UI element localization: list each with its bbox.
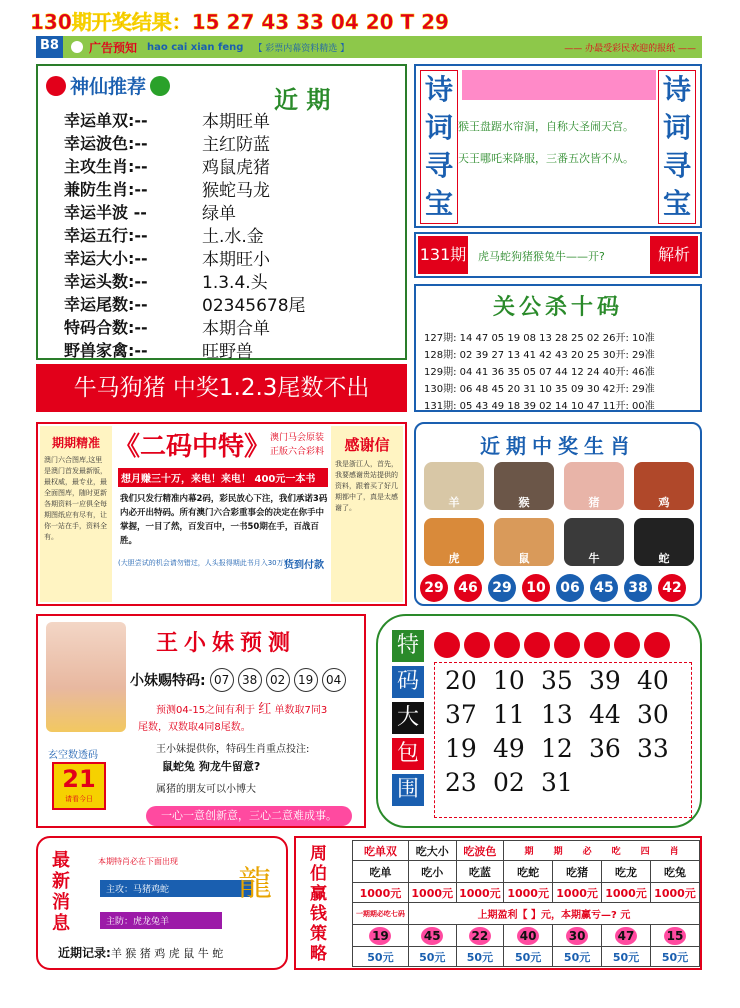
zhoubo-title xyxy=(310,844,327,964)
tema-chars xyxy=(392,630,424,810)
zodiac-ball: 45 xyxy=(590,574,618,602)
zb-head-word: 期 xyxy=(524,847,534,857)
shenxian-key: 幸运单双:-- xyxy=(64,111,148,130)
guangong-title: 关公杀十码 xyxy=(492,295,623,320)
issue-number: 131期 xyxy=(418,236,468,274)
shenxian-value: 本期旺小 xyxy=(202,250,270,270)
shenxian-value: 02345678尾 xyxy=(202,296,306,316)
shenxian-panel xyxy=(36,64,407,360)
shenxian-value: 本期合单 xyxy=(202,319,270,339)
tema-number: 33 xyxy=(637,733,669,763)
red-dot-icon xyxy=(434,632,460,658)
xuankong-number: 21 xyxy=(62,765,96,793)
zodiac-ball: 29 xyxy=(488,574,516,602)
shenxian-row xyxy=(64,108,306,131)
zb-pick: 吃蛇 xyxy=(504,861,553,883)
tema-grid xyxy=(434,662,692,818)
zb-num: 45 xyxy=(421,927,443,945)
red-dot-icon xyxy=(464,632,490,658)
poem-line-1: 猴王盘踞水帘洞，自称大圣闹天宫。 xyxy=(458,120,634,133)
poem-char: 词 xyxy=(662,111,691,144)
tema-number: 30 xyxy=(637,699,669,729)
tema-number: 13 xyxy=(541,699,573,729)
red-dot-icon xyxy=(554,632,580,658)
ad-right xyxy=(331,426,403,602)
zb-pick: 吃单 xyxy=(353,861,409,883)
shenxian-row xyxy=(64,246,306,269)
wang-line4: 鼠蛇兔 狗龙牛留意? xyxy=(162,760,261,773)
animal-2-image: 猴 xyxy=(494,462,554,510)
zb-amount: 1000元 xyxy=(408,883,456,903)
zodiac-ball: 29 xyxy=(420,574,448,602)
zb-num: 47 xyxy=(615,927,637,945)
zhoubo-title-char: 伯 xyxy=(310,864,327,884)
ad-foot: (大胆尝试的机会请勿错过，人头报得期此书月入30万) xyxy=(118,559,287,567)
shenxian-row xyxy=(64,269,306,292)
red-dot-icon xyxy=(46,76,66,96)
zhoubo-title-char: 策 xyxy=(310,924,327,944)
shenxian-row xyxy=(64,131,306,154)
shenxian-subtitle: 近 期 xyxy=(274,86,331,114)
zodiac-panel xyxy=(414,422,702,606)
zb-amount: 1000元 xyxy=(353,883,409,903)
tema-char: 包 xyxy=(392,738,424,770)
shenxian-title: 神仙推荐 xyxy=(70,76,147,98)
zb-num-cell xyxy=(353,925,409,947)
zb-small: 50元 xyxy=(602,947,651,967)
ad-body: 我们只发行精准内幕2码，彩民放心下注，我们承诺3码内必开出特码。所有澳门六合彩重事会的决定在你手中掌握，一目了然，百发百中，一书50期在手，百战百胜。 xyxy=(120,494,328,546)
zb-small: 50元 xyxy=(456,947,504,967)
red-dot-icon xyxy=(524,632,550,658)
shenxian-value: 1.3.4.头 xyxy=(202,273,268,293)
zb-amount: 1000元 xyxy=(553,883,602,903)
tema-panel xyxy=(376,614,702,828)
shenxian-value: 绿单 xyxy=(202,204,236,224)
tema-number: 31 xyxy=(541,767,573,797)
poem-char: 宝 xyxy=(662,187,691,220)
tema-char: 码 xyxy=(392,666,424,698)
tema-row xyxy=(445,765,691,799)
zb-head-word: 吃 xyxy=(611,847,621,857)
dot-icon xyxy=(71,41,83,53)
ad-foot2: 货到付款 xyxy=(284,560,324,571)
shenxian-row xyxy=(64,338,306,361)
shenxian-row xyxy=(64,223,306,246)
xuankong-label: 玄空数透码 xyxy=(48,750,98,761)
shenxian-key: 幸运半波 -- xyxy=(64,203,147,222)
shenxian-key: 幸运波色:-- xyxy=(64,134,148,153)
zb-num: 15 xyxy=(664,927,686,945)
zodiac-title: 近期中奖生肖 xyxy=(480,434,636,458)
ad-promo: 想月赚三十万，来电！来电！ 400元一本书 xyxy=(118,468,328,487)
zb-pick: 吃猪 xyxy=(553,861,602,883)
zb-note: 上期盈利【 】元，本期赢亏—? 元 xyxy=(408,903,699,925)
shenxian-key: 特码合数:-- xyxy=(64,318,148,337)
tema-number: 49 xyxy=(493,733,525,763)
zhoubo-title-char: 钱 xyxy=(310,904,327,924)
zb-amount: 1000元 xyxy=(456,883,504,903)
zodiac-ball: 46 xyxy=(454,574,482,602)
pink-bar xyxy=(462,70,656,100)
zb-pick: 吃兔 xyxy=(650,861,699,883)
zhoubo-title-char: 周 xyxy=(310,844,327,864)
tema-ball: 04 xyxy=(322,668,346,692)
shenxian-row xyxy=(64,292,306,315)
tema-char: 围 xyxy=(392,774,424,806)
zb-seven: 一期期必吃七码 xyxy=(353,903,409,925)
ad-main-title: 《二码中特》 xyxy=(114,432,271,462)
tema-char: 特 xyxy=(392,630,424,662)
tema-number: 12 xyxy=(541,733,573,763)
strip-note: 【 彩票内幕资料精选 】 xyxy=(253,43,350,54)
tema-ball: 07 xyxy=(210,668,234,692)
news-title-char: 消 xyxy=(52,892,70,913)
tema-ball: 19 xyxy=(294,668,318,692)
animal-8-image: 蛇 xyxy=(634,518,694,566)
shenxian-value: 主红防蓝 xyxy=(202,135,270,155)
zb-amount: 1000元 xyxy=(650,883,699,903)
news-zhufang: 主防：虎龙兔羊 xyxy=(100,912,222,929)
zodiac-balls xyxy=(420,574,686,602)
tema-row xyxy=(445,663,691,697)
animal-4-image: 鸡 xyxy=(634,462,694,510)
tema-number: 44 xyxy=(589,699,621,729)
zb-head: 吃单双 xyxy=(353,841,409,861)
zb-pick: 吃龙 xyxy=(602,861,651,883)
header-strip xyxy=(36,36,702,58)
ad-left-title: 期期精准 xyxy=(51,436,100,450)
zb-amount: 1000元 xyxy=(504,883,553,903)
issue-panel xyxy=(414,232,702,278)
wang-line1: 预测04-15之间有利于 红 单数取7同3 xyxy=(156,702,328,717)
zb-small: 50元 xyxy=(650,947,699,967)
zodiac-ball: 42 xyxy=(658,574,686,602)
shenxian-key: 幸运头数:-- xyxy=(64,272,148,291)
zb-small: 50元 xyxy=(353,947,409,967)
zb-num-cell xyxy=(456,925,504,947)
tema-number: 36 xyxy=(589,733,621,763)
jiexi-button[interactable]: 解析 xyxy=(650,236,698,274)
ad-side1: 澳门马会原装 xyxy=(270,433,325,443)
wang-panel xyxy=(36,614,366,828)
poem-panel xyxy=(414,64,702,228)
ad-side2: 正版六合彩料 xyxy=(270,447,325,457)
zb-small: 50元 xyxy=(408,947,456,967)
shenxian-row xyxy=(64,315,306,338)
guangong-row: 130期: 06 48 45 20 31 10 35 09 30 42开: 29准 xyxy=(424,384,655,395)
tema-number: 35 xyxy=(541,665,573,695)
poem-char: 诗 xyxy=(662,73,691,106)
red-dot-icon xyxy=(614,632,640,658)
ad-left-text: 澳门六合图库,这里是澳门首发最新版，最权威，最专业，最全面图库，随时更新各期资料一应俱全每期图纸应有尽有，让你一站在手，资料全有。 xyxy=(44,456,107,541)
ad-panel xyxy=(36,422,407,606)
shenxian-key: 幸运尾数:-- xyxy=(64,295,148,314)
red-dot-icon xyxy=(584,632,610,658)
zhoubo-title-char: 略 xyxy=(310,944,327,964)
red-dot-icon xyxy=(494,632,520,658)
tema-balls xyxy=(206,668,346,692)
tema-row xyxy=(445,697,691,731)
poem-char: 寻 xyxy=(662,149,691,182)
zb-head: 吃大小 xyxy=(408,841,456,861)
guangong-row: 129期: 04 41 36 35 05 07 44 12 24 40开: 46准 xyxy=(424,367,655,378)
shenxian-value: 土.水.金 xyxy=(202,227,264,247)
zb-pick: 吃小 xyxy=(408,861,456,883)
guangong-panel xyxy=(414,284,702,412)
guangong-row: 128期: 02 39 27 13 41 42 43 20 25 30开: 29准 xyxy=(424,350,655,361)
zb-head-span xyxy=(504,841,700,861)
page-number: B8 xyxy=(36,36,63,58)
zb-head: 吃波色 xyxy=(456,841,504,861)
zb-num-cell xyxy=(650,925,699,947)
tema-char: 大 xyxy=(392,702,424,734)
tema-number: 11 xyxy=(493,699,525,729)
strip-pinyin: hao cai xian feng xyxy=(146,41,244,53)
ad-left xyxy=(40,426,112,602)
shenxian-key: 野兽家禽:-- xyxy=(64,341,148,360)
zb-head-word: 必 xyxy=(582,847,592,857)
red-dot-icon xyxy=(644,632,670,658)
shenxian-row xyxy=(64,177,306,200)
zb-head-word: 肖 xyxy=(669,847,679,857)
shenxian-row xyxy=(64,200,306,223)
poem-right xyxy=(658,70,696,224)
animal-1-image: 羊 xyxy=(424,462,484,510)
tema-number: 37 xyxy=(445,699,477,729)
shenxian-value: 猴蛇马龙 xyxy=(202,181,270,201)
zb-num-cell xyxy=(408,925,456,947)
tema-number: 02 xyxy=(493,767,525,797)
avatar xyxy=(46,622,126,732)
shenxian-row xyxy=(64,154,306,177)
news-title-char: 新 xyxy=(52,871,70,892)
shenxian-key: 兼防生肖:-- xyxy=(64,180,148,199)
poem-char: 诗 xyxy=(424,73,453,106)
tema-dots xyxy=(434,632,670,658)
tema-ball: 02 xyxy=(266,668,290,692)
strip-label: 广告预知 xyxy=(88,40,137,55)
tema-number: 20 xyxy=(445,665,477,695)
xuankong-box xyxy=(52,762,106,810)
zb-num: 40 xyxy=(517,927,539,945)
news-title-char: 最 xyxy=(52,850,70,871)
wang-line3: 王小妹提供你，特码生肖重点投注: xyxy=(156,744,310,755)
shenxian-value: 旺野兽 xyxy=(202,342,253,362)
guangong-row: 131期: 05 43 49 18 39 02 14 10 47 11开: 00准 xyxy=(424,401,655,412)
xuankong-sub: 请看今日 xyxy=(65,795,93,803)
zb-head-word: 期 xyxy=(553,847,563,857)
news-recent: 近期记录:羊 猴 猪 鸡 虎 鼠 牛 蛇 xyxy=(58,946,224,960)
green-dot-icon xyxy=(150,76,170,96)
tema-row xyxy=(445,731,691,765)
dragon-icon: 龍 xyxy=(238,864,272,904)
shenxian-key: 幸运大小:-- xyxy=(64,249,148,268)
zb-small: 50元 xyxy=(504,947,553,967)
zb-num-cell xyxy=(504,925,553,947)
zhoubo-panel xyxy=(294,836,702,970)
tema-label: 小妹赐特码: xyxy=(130,673,206,689)
wang-line2: 尾数，双数取4同8尾数。 xyxy=(138,722,251,733)
poem-line-2: 天王哪吒来降服，三番五次皆不从。 xyxy=(458,152,634,165)
poem-char: 寻 xyxy=(424,149,453,182)
poem-char: 词 xyxy=(424,111,453,144)
shenxian-rows xyxy=(64,108,306,361)
news-title-char: 息 xyxy=(52,913,70,934)
top-banner: 130期开奖结果：15 27 43 33 04 20 T 29 xyxy=(30,10,449,34)
zodiac-ball: 38 xyxy=(624,574,652,602)
shenxian-value: 鸡鼠虎猪 xyxy=(202,158,270,178)
ad-right-text: 我是浙江人，首先，我要感谢贵站提供的资料，跟着买了好几期都中了，真是太感谢了。 xyxy=(335,460,398,512)
shenxian-value: 本期旺单 xyxy=(202,112,270,132)
animal-5-image: 虎 xyxy=(424,518,484,566)
wang-line5: 属猪的朋友可以小博大 xyxy=(156,784,256,795)
poem-left xyxy=(420,70,458,224)
tema-number: 40 xyxy=(637,665,669,695)
wang-title: 王小妹预测 xyxy=(156,631,297,656)
animal-3-image: 猪 xyxy=(564,462,624,510)
tema-number: 19 xyxy=(445,733,477,763)
news-panel xyxy=(36,836,288,970)
news-zhugong: 主攻：马猪鸡蛇 xyxy=(100,880,252,897)
zb-num: 30 xyxy=(566,927,588,945)
zodiac-ball: 06 xyxy=(556,574,584,602)
guangong-row: 127期: 14 47 05 19 08 13 28 25 02 26开: 10准 xyxy=(424,333,655,344)
ad-right-title: 感谢信 xyxy=(344,436,390,454)
zb-num-cell xyxy=(553,925,602,947)
animal-7-image: 牛 xyxy=(564,518,624,566)
tema-number: 23 xyxy=(445,767,477,797)
zhoubo-title-char: 赢 xyxy=(310,884,327,904)
wang-footer: 一心一意创新意，三心二意难成事。 xyxy=(146,806,352,826)
zb-small: 50元 xyxy=(553,947,602,967)
shenxian-key: 主攻生肖:-- xyxy=(64,157,148,176)
zb-head-word: 四 xyxy=(640,847,650,857)
zb-num-cell xyxy=(602,925,651,947)
strip-slogan: —— 办最受彩民欢迎的报纸 —— xyxy=(564,43,696,54)
news-title xyxy=(52,850,70,934)
tema-number: 39 xyxy=(589,665,621,695)
tema-number: 10 xyxy=(493,665,525,695)
poem-char: 宝 xyxy=(424,187,453,220)
zhoubo-table xyxy=(352,840,700,967)
zb-num: 19 xyxy=(369,927,391,945)
tema-ball: 38 xyxy=(238,668,262,692)
animal-6-image: 鼠 xyxy=(494,518,554,566)
zodiac-ball: 10 xyxy=(522,574,550,602)
shenxian-key: 幸运五行:-- xyxy=(64,226,148,245)
issue-hint: 虎马蛇狗猪猴兔牛——开? xyxy=(478,250,605,263)
shenxian-banner: 牛马狗猪 中奖1.2.3尾数不出 xyxy=(36,364,407,412)
guangong-rows xyxy=(424,330,655,415)
news-tip: 本期特肖必在下面出现 xyxy=(98,857,178,866)
zb-amount: 1000元 xyxy=(602,883,651,903)
zb-pick: 吃蓝 xyxy=(456,861,504,883)
zb-num: 22 xyxy=(469,927,491,945)
